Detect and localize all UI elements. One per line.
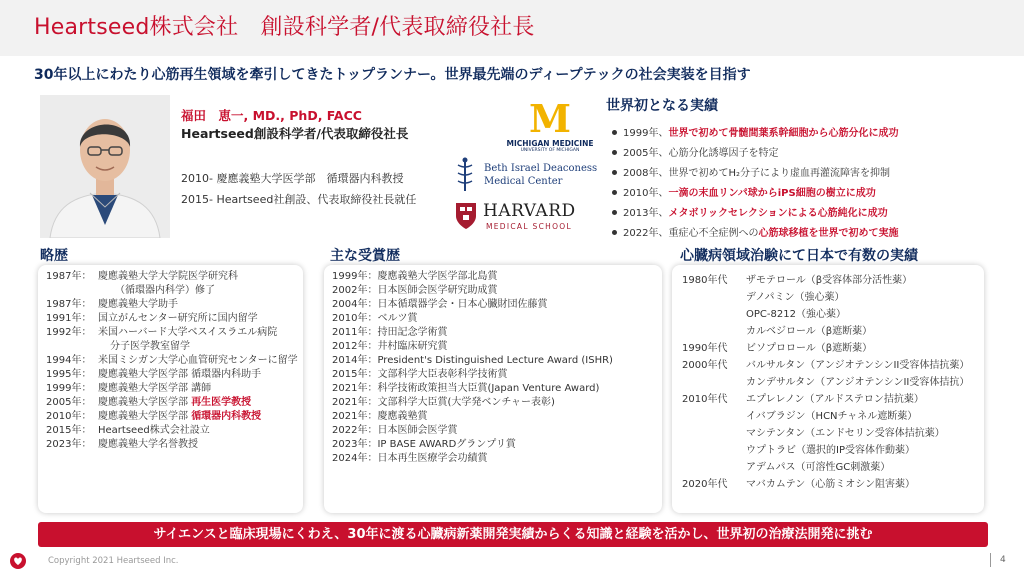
award-row: 2022年：日本医師会医学賞 — [332, 425, 458, 436]
award-row: 2002年：日本医師会医学研究助成賞 — [332, 285, 498, 296]
awards-list — [332, 270, 658, 466]
award-row: 2004年：日本循環器学会・日本心臓財団佐藤賞 — [332, 299, 548, 310]
heartseed-heart-icon — [10, 553, 26, 569]
achievement-item: 2022年、重症心不全症例への心筋球移植を世界で初めて実施 — [612, 224, 898, 239]
career-row: 分子医学教室留学 — [110, 341, 190, 352]
page-title: Heartseed株式会社 創設科学者/代表取締役社長 — [34, 15, 535, 40]
career-row: 1995年： 慶應義塾大学医学部 循環器内科助手 — [46, 369, 262, 380]
bullet-icon — [612, 230, 617, 235]
achievement-item: 2010年、一滴の末血リンパ球からiPS細胞の樹立に成功 — [612, 184, 876, 199]
award-row: 2010年：ベルツ賞 — [332, 313, 418, 324]
harvard-shield-icon — [455, 202, 477, 230]
career-title: 略歴 — [40, 248, 68, 264]
award-row: 2023年：IP BASE AWARDグランプリ賞 — [332, 439, 516, 450]
michigan-logo-line2: UNIVERSITY OF MICHIGAN — [520, 148, 580, 153]
achievement-item: 1999年、世界で初めて骨髄間葉系幹細胞から心筋分化に成功 — [612, 124, 898, 139]
career-row: 2023年： 慶應義塾大学名誉教授 — [46, 439, 198, 450]
profile-name: 福田 恵一, MD., PhD, FACC — [181, 108, 362, 123]
trial-row: 2010年代 エプレレノン（アルドステロン拮抗薬） — [682, 394, 924, 405]
award-row: 2015年：文部科学大臣表彰科学技術賞 — [332, 369, 508, 380]
caduceus-icon — [452, 157, 478, 193]
trial-row: OPC-8212（強心薬） — [746, 309, 846, 320]
achievements-title: 世界初となる実績 — [606, 98, 718, 114]
career-row: 2015年： Heartseed株式会社設立 — [46, 425, 210, 436]
career-row: 1994年： 米国ミシガン大学心血管研究センターに留学 — [46, 355, 298, 366]
trial-row: 2020年代 マバカムテン（心筋ミオシン阻害薬） — [682, 479, 915, 490]
award-row: 2021年：慶應義塾賞 — [332, 411, 428, 422]
awards-title: 主な受賞歴 — [330, 248, 400, 264]
award-row: 2014年：President's Distinguished Lecture Award (ISHR) — [332, 355, 613, 366]
profile-history-line: 2015- Heartseed社創設、代表取締役社長就任 — [181, 193, 417, 206]
bullet-icon — [612, 210, 617, 215]
mission-banner-text: サイエンスと臨床現場にくわえ、30年に渡る心臓病新薬開発実績からくる知識と経験を活かし、世界初の治療法開発に挑む — [153, 527, 873, 542]
career-row: 1987年： 慶應義塾大学助手 — [46, 299, 178, 310]
profile-history-line: 2010- 慶應義塾大学医学部 循環器内科教授 — [181, 172, 404, 185]
trial-row: 1980年代 ザモテロール（β受容体部分活性薬） — [682, 275, 913, 286]
footer-divider — [990, 553, 991, 567]
trial-row: 1990年代 ビソプロロール（β遮断薬） — [682, 343, 873, 354]
trial-row: アデムパス（可溶性GC刺激薬） — [746, 462, 891, 473]
career-list — [46, 270, 301, 452]
career-row: 1991年： 国立がんセンター研究所に国内留学 — [46, 313, 258, 324]
career-row: 1999年： 慶應義塾大学医学部 講師 — [46, 383, 212, 394]
award-row: 2024年：日本再生医療学会功績賞 — [332, 453, 488, 464]
achievement-item: 2013年、メタボリックセレクションによる心筋純化に成功 — [612, 204, 888, 219]
portrait-photo — [40, 95, 170, 238]
award-row: 2021年：科学技術政策担当大臣賞(Japan Venture Award) — [332, 383, 600, 394]
page-subtitle: 30年以上にわたり心筋再生領域を牽引してきたトップランナー。世界最先端のディープテックの社会実装を目指す — [34, 67, 751, 83]
bullet-icon — [612, 130, 617, 135]
achievement-item: 2005年、心筋分化誘導因子を特定 — [612, 144, 778, 159]
award-row: 1999年：慶應義塾大学医学部北島賞 — [332, 271, 498, 282]
trial-row: カルベジロール（β遮断薬） — [746, 326, 873, 337]
trial-row: カンデサルタン（アンジオテンシンII受容体拮抗） — [746, 377, 970, 388]
harvard-medical-logo — [455, 200, 595, 236]
copyright-text: Copyright 2021 Heartseed Inc. — [48, 556, 179, 566]
harvard-logo-line2: MEDICAL SCHOOL — [486, 222, 572, 231]
trial-row: イバブラジン（HCNチャネル遮断薬） — [746, 411, 918, 422]
trial-row: ウプトラビ（選択的IP受容体作動薬） — [746, 445, 915, 456]
bidmc-logo-line1: Beth Israel Deaconess — [484, 163, 598, 174]
trial-row: 2000年代 バルサルタン（アンジオテンシンII受容体拮抗薬） — [682, 360, 970, 371]
michigan-block-m: M — [528, 96, 572, 141]
trials-title: 心臓病領域治験にて日本で有数の実績 — [680, 248, 918, 264]
career-row: 1987年： 慶應義塾大学大学院医学研究科 — [46, 271, 238, 282]
bullet-icon — [612, 170, 617, 175]
career-row: （循環器内科学）修了 — [110, 285, 215, 296]
page-number: 4 — [1000, 555, 1006, 565]
profile-role: Heartseed創設科学者/代表取締役社長 — [181, 126, 409, 141]
bidmc-logo-line2: Medical Center — [484, 176, 563, 187]
career-row: 2010年： 慶應義塾大学医学部 循環器内科教授 — [46, 411, 262, 422]
career-row: 2005年： 慶應義塾大学医学部 再生医学教授 — [46, 397, 252, 408]
trial-row: デノパミン（強心薬） — [746, 292, 845, 303]
trial-row: マシテンタン（エンドセリン受容体拮抗薬） — [746, 428, 945, 439]
portrait-illustration — [40, 95, 170, 238]
award-row: 2012年：井村臨床研究賞 — [332, 341, 448, 352]
trials-list — [682, 272, 982, 493]
michigan-logo-line1: MICHIGAN MEDICINE — [506, 139, 594, 148]
bullet-icon — [612, 190, 617, 195]
bullet-icon — [612, 150, 617, 155]
harvard-logo-line1: HARVARD — [483, 201, 576, 221]
michigan-medicine-logo — [505, 96, 595, 156]
career-row: 1992年： 米国ハーバード大学ベスイスラエル病院 — [46, 327, 278, 338]
award-row: 2011年：持田記念学術賞 — [332, 327, 448, 338]
award-row: 2021年：文部科学大臣賞(大学発ベンチャー表彰) — [332, 397, 555, 408]
achievement-item: 2008年、世界で初めてH₂分子により虚血再灌流障害を抑制 — [612, 164, 890, 179]
bidmc-logo — [452, 157, 598, 197]
